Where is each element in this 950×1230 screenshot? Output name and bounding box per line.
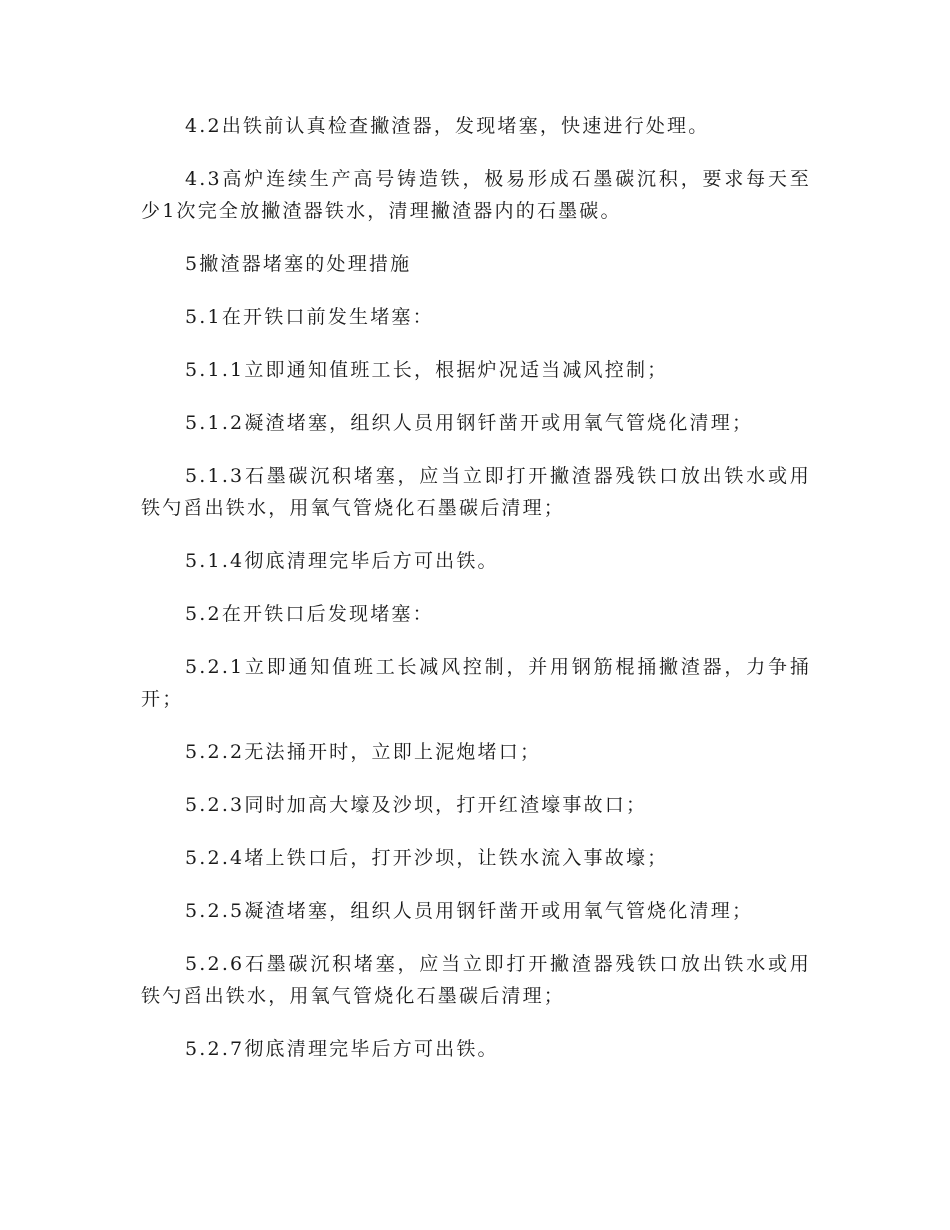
paragraph-4-3: 4.3高炉连续生产高号铸造铁，极易形成石墨碳沉积，要求每天至少1次完全放撇渣器铁水，清理撇渣器内的石墨碳。 <box>141 168 811 222</box>
paragraph-5-1: 5.1在开铁口前发生堵塞： <box>185 306 434 328</box>
paragraph-5-1-3: 5.1.3石墨碳沉积堵塞，应当立即打开撇渣器残铁口放出铁水或用铁勺舀出铁水，用氧气管烧化石墨碳后清理； <box>141 465 811 519</box>
paragraph-5-2-6: 5.2.6石墨碳沉积堵塞，应当立即打开撇渣器残铁口放出铁水或用铁勺舀出铁水，用氧气管烧化石墨碳后清理； <box>141 953 811 1007</box>
paragraph-5-2-2: 5.2.2无法捅开时，立即上泥炮堵口； <box>185 741 542 763</box>
section-heading-5: 5撇渣器堵塞的处理措施 <box>185 253 412 275</box>
document-body <box>141 110 811 1086</box>
paragraph-5-2-4: 5.2.4堵上铁口后，打开沙坝，让铁水流入事故壕； <box>185 847 669 869</box>
paragraph-5-1-1: 5.1.1立即通知值班工长，根据炉况适当减风控制； <box>185 359 669 381</box>
paragraph-5-2-3: 5.2.3同时加高大壕及沙坝，打开红渣壕事故口； <box>185 794 648 816</box>
paragraph-5-1-4: 5.1.4彻底清理完毕后方可出铁。 <box>185 550 499 572</box>
paragraph-5-1-2: 5.1.2凝渣堵塞，组织人员用钢钎凿开或用氧气管烧化清理； <box>185 412 754 434</box>
paragraph-5-2-1: 5.2.1立即通知值班工长减风控制，并用钢筋棍捅撇渣器，力争捅开； <box>141 656 811 710</box>
paragraph-5-2-7: 5.2.7彻底清理完毕后方可出铁。 <box>185 1038 499 1060</box>
paragraph-4-2: 4.2出铁前认真检查撇渣器，发现堵塞，快速进行处理。 <box>185 115 710 137</box>
paragraph-5-2: 5.2在开铁口后发现堵塞： <box>185 603 434 625</box>
paragraph-5-2-5: 5.2.5凝渣堵塞，组织人员用钢钎凿开或用氧气管烧化清理； <box>185 900 754 922</box>
